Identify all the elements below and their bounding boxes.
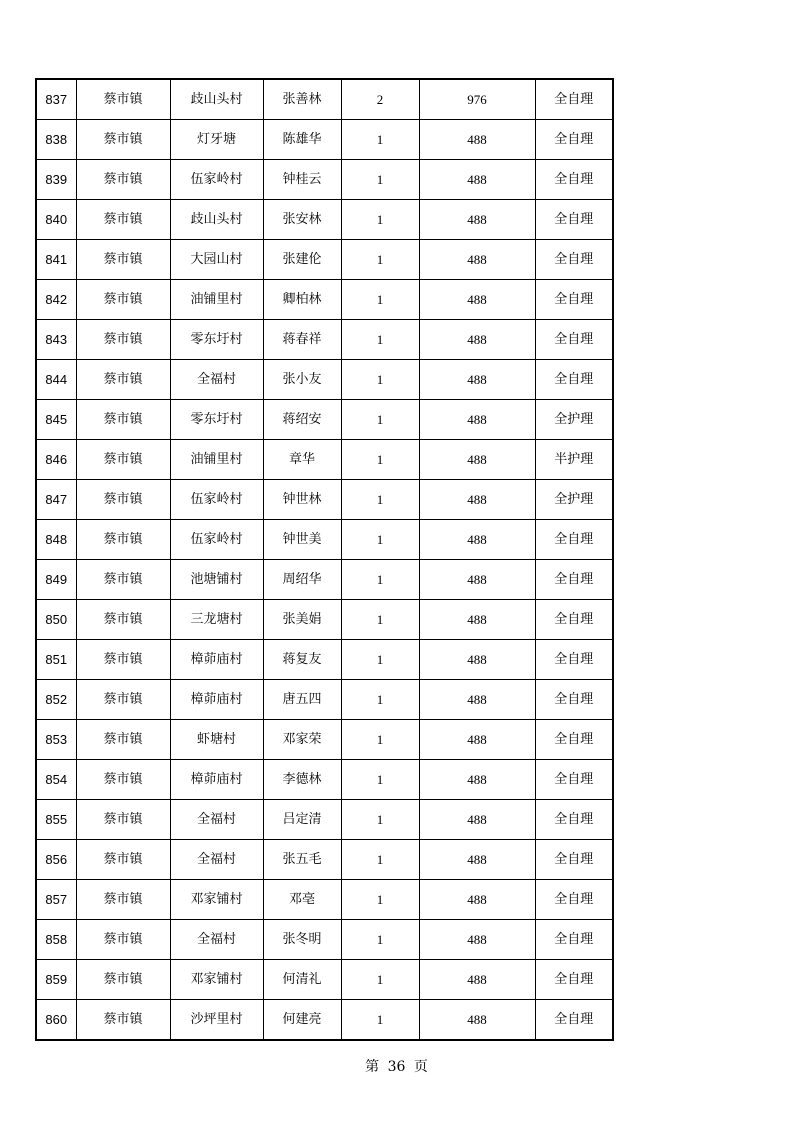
cell-count: 1: [341, 520, 419, 560]
table-row: [36, 120, 613, 160]
cell-amount: 488: [419, 760, 535, 800]
cell-town: 蔡市镇: [76, 800, 170, 840]
cell-care-type: 全自理: [535, 640, 613, 680]
cell-town: 蔡市镇: [76, 960, 170, 1000]
cell-village: 伍家岭村: [170, 160, 263, 200]
cell-care-type: 全自理: [535, 120, 613, 160]
cell-count: 1: [341, 720, 419, 760]
cell-serial-number: 846: [36, 440, 76, 480]
cell-town: 蔡市镇: [76, 320, 170, 360]
cell-count: 1: [341, 440, 419, 480]
table-row: [36, 400, 613, 440]
cell-person-name: 蒋复友: [263, 640, 341, 680]
table-row: [36, 1000, 613, 1041]
table-row: [36, 920, 613, 960]
table-row: [36, 760, 613, 800]
cell-town: 蔡市镇: [76, 640, 170, 680]
cell-care-type: 全自理: [535, 160, 613, 200]
cell-town: 蔡市镇: [76, 600, 170, 640]
table-row: [36, 840, 613, 880]
cell-village: 油铺里村: [170, 440, 263, 480]
page-label-prefix: 第: [365, 1059, 380, 1075]
cell-amount: 488: [419, 640, 535, 680]
cell-count: 1: [341, 320, 419, 360]
cell-count: 1: [341, 920, 419, 960]
cell-care-type: 全自理: [535, 520, 613, 560]
cell-town: 蔡市镇: [76, 240, 170, 280]
cell-person-name: 张五毛: [263, 840, 341, 880]
cell-town: 蔡市镇: [76, 920, 170, 960]
cell-serial-number: 849: [36, 560, 76, 600]
cell-town: 蔡市镇: [76, 840, 170, 880]
cell-town: 蔡市镇: [76, 120, 170, 160]
cell-person-name: 邓家荣: [263, 720, 341, 760]
cell-serial-number: 845: [36, 400, 76, 440]
cell-amount: 488: [419, 920, 535, 960]
cell-person-name: 何建亮: [263, 1000, 341, 1041]
cell-count: 1: [341, 640, 419, 680]
cell-count: 1: [341, 240, 419, 280]
cell-village: 伍家岭村: [170, 520, 263, 560]
cell-count: 1: [341, 560, 419, 600]
cell-amount: 488: [419, 160, 535, 200]
cell-count: 1: [341, 840, 419, 880]
cell-person-name: 邓亳: [263, 880, 341, 920]
cell-amount: 488: [419, 400, 535, 440]
cell-person-name: 张安林: [263, 200, 341, 240]
cell-town: 蔡市镇: [76, 79, 170, 120]
table-row: [36, 360, 613, 400]
cell-amount: 488: [419, 480, 535, 520]
cell-care-type: 全护理: [535, 480, 613, 520]
table-row: [36, 79, 613, 120]
table-row: [36, 560, 613, 600]
cell-amount: 488: [419, 800, 535, 840]
cell-care-type: 全自理: [535, 920, 613, 960]
cell-count: 1: [341, 480, 419, 520]
cell-village: 樟茆庙村: [170, 760, 263, 800]
cell-amount: 488: [419, 560, 535, 600]
cell-count: 1: [341, 760, 419, 800]
cell-serial-number: 855: [36, 800, 76, 840]
cell-village: 油铺里村: [170, 280, 263, 320]
table-row: [36, 640, 613, 680]
cell-count: 1: [341, 280, 419, 320]
cell-care-type: 全自理: [535, 320, 613, 360]
cell-town: 蔡市镇: [76, 200, 170, 240]
cell-person-name: 陈雄华: [263, 120, 341, 160]
cell-serial-number: 852: [36, 680, 76, 720]
cell-count: 1: [341, 960, 419, 1000]
cell-town: 蔡市镇: [76, 760, 170, 800]
cell-town: 蔡市镇: [76, 360, 170, 400]
cell-serial-number: 854: [36, 760, 76, 800]
cell-care-type: 全自理: [535, 840, 613, 880]
cell-amount: 488: [419, 440, 535, 480]
table-row: [36, 280, 613, 320]
cell-care-type: 全自理: [535, 240, 613, 280]
cell-town: 蔡市镇: [76, 680, 170, 720]
cell-person-name: 蒋绍安: [263, 400, 341, 440]
table-row: [36, 440, 613, 480]
cell-town: 蔡市镇: [76, 880, 170, 920]
cell-count: 1: [341, 120, 419, 160]
records-table: [35, 78, 614, 1041]
cell-care-type: 全自理: [535, 600, 613, 640]
cell-village: 歧山头村: [170, 200, 263, 240]
cell-village: 大园山村: [170, 240, 263, 280]
cell-care-type: 半护理: [535, 440, 613, 480]
records-table-body: [36, 79, 613, 1040]
cell-serial-number: 842: [36, 280, 76, 320]
cell-count: 2: [341, 79, 419, 120]
cell-serial-number: 837: [36, 79, 76, 120]
cell-count: 1: [341, 800, 419, 840]
cell-amount: 488: [419, 320, 535, 360]
cell-village: 零东圩村: [170, 400, 263, 440]
cell-care-type: 全自理: [535, 360, 613, 400]
cell-person-name: 唐五四: [263, 680, 341, 720]
cell-village: 樟茆庙村: [170, 640, 263, 680]
cell-count: 1: [341, 1000, 419, 1041]
cell-count: 1: [341, 600, 419, 640]
cell-amount: 488: [419, 680, 535, 720]
cell-care-type: 全自理: [535, 960, 613, 1000]
cell-amount: 488: [419, 280, 535, 320]
cell-care-type: 全自理: [535, 79, 613, 120]
table-row: [36, 960, 613, 1000]
cell-serial-number: 850: [36, 600, 76, 640]
table-row: [36, 320, 613, 360]
cell-count: 1: [341, 680, 419, 720]
cell-serial-number: 858: [36, 920, 76, 960]
cell-care-type: 全自理: [535, 720, 613, 760]
cell-amount: 976: [419, 79, 535, 120]
cell-serial-number: 847: [36, 480, 76, 520]
cell-person-name: 张冬明: [263, 920, 341, 960]
table-row: [36, 200, 613, 240]
cell-village: 零东圩村: [170, 320, 263, 360]
cell-amount: 488: [419, 600, 535, 640]
cell-amount: 488: [419, 360, 535, 400]
table-row: [36, 520, 613, 560]
cell-person-name: 钟世美: [263, 520, 341, 560]
cell-serial-number: 859: [36, 960, 76, 1000]
cell-amount: 488: [419, 520, 535, 560]
cell-amount: 488: [419, 120, 535, 160]
cell-town: 蔡市镇: [76, 560, 170, 600]
cell-village: 沙坪里村: [170, 1000, 263, 1041]
cell-town: 蔡市镇: [76, 1000, 170, 1041]
cell-serial-number: 839: [36, 160, 76, 200]
cell-town: 蔡市镇: [76, 440, 170, 480]
cell-village: 歧山头村: [170, 79, 263, 120]
cell-care-type: 全自理: [535, 800, 613, 840]
table-row: [36, 800, 613, 840]
cell-amount: 488: [419, 960, 535, 1000]
cell-village: 邓家铺村: [170, 880, 263, 920]
cell-care-type: 全自理: [535, 1000, 613, 1041]
cell-person-name: 张善林: [263, 79, 341, 120]
cell-town: 蔡市镇: [76, 280, 170, 320]
table-row: [36, 600, 613, 640]
cell-serial-number: 843: [36, 320, 76, 360]
cell-count: 1: [341, 160, 419, 200]
cell-serial-number: 838: [36, 120, 76, 160]
cell-amount: 488: [419, 880, 535, 920]
cell-serial-number: 851: [36, 640, 76, 680]
cell-amount: 488: [419, 240, 535, 280]
cell-care-type: 全自理: [535, 200, 613, 240]
page-number: 36: [387, 1059, 406, 1075]
cell-person-name: 张小友: [263, 360, 341, 400]
cell-village: 灯牙塘: [170, 120, 263, 160]
cell-care-type: 全自理: [535, 680, 613, 720]
cell-serial-number: 857: [36, 880, 76, 920]
cell-person-name: 钟桂云: [263, 160, 341, 200]
cell-serial-number: 848: [36, 520, 76, 560]
cell-person-name: 周绍华: [263, 560, 341, 600]
cell-care-type: 全护理: [535, 400, 613, 440]
cell-village: 邓家铺村: [170, 960, 263, 1000]
cell-person-name: 吕定清: [263, 800, 341, 840]
cell-person-name: 张建伦: [263, 240, 341, 280]
cell-person-name: 张美娟: [263, 600, 341, 640]
cell-serial-number: 860: [36, 1000, 76, 1041]
cell-count: 1: [341, 200, 419, 240]
table-row: [36, 160, 613, 200]
cell-person-name: 何清礼: [263, 960, 341, 1000]
table-row: [36, 880, 613, 920]
cell-person-name: 章华: [263, 440, 341, 480]
cell-village: 伍家岭村: [170, 480, 263, 520]
cell-village: 三龙塘村: [170, 600, 263, 640]
cell-village: 池塘铺村: [170, 560, 263, 600]
cell-town: 蔡市镇: [76, 520, 170, 560]
table-row: [36, 240, 613, 280]
cell-person-name: 卿柏林: [263, 280, 341, 320]
table-row: [36, 680, 613, 720]
cell-count: 1: [341, 360, 419, 400]
cell-serial-number: 856: [36, 840, 76, 880]
cell-amount: 488: [419, 200, 535, 240]
cell-care-type: 全自理: [535, 760, 613, 800]
cell-village: 樟茆庙村: [170, 680, 263, 720]
cell-village: 全福村: [170, 920, 263, 960]
cell-serial-number: 841: [36, 240, 76, 280]
cell-town: 蔡市镇: [76, 160, 170, 200]
cell-person-name: 蒋春祥: [263, 320, 341, 360]
cell-serial-number: 840: [36, 200, 76, 240]
cell-amount: 488: [419, 720, 535, 760]
cell-serial-number: 844: [36, 360, 76, 400]
cell-town: 蔡市镇: [76, 480, 170, 520]
cell-amount: 488: [419, 1000, 535, 1041]
page-footer: [0, 1056, 793, 1076]
cell-serial-number: 853: [36, 720, 76, 760]
page-label-suffix: 页: [413, 1059, 428, 1075]
cell-care-type: 全自理: [535, 880, 613, 920]
cell-care-type: 全自理: [535, 560, 613, 600]
table-row: [36, 480, 613, 520]
cell-amount: 488: [419, 840, 535, 880]
cell-care-type: 全自理: [535, 280, 613, 320]
cell-count: 1: [341, 400, 419, 440]
cell-person-name: 钟世林: [263, 480, 341, 520]
cell-village: 全福村: [170, 360, 263, 400]
cell-count: 1: [341, 880, 419, 920]
cell-town: 蔡市镇: [76, 720, 170, 760]
cell-village: 虾塘村: [170, 720, 263, 760]
cell-village: 全福村: [170, 840, 263, 880]
table-row: [36, 720, 613, 760]
cell-village: 全福村: [170, 800, 263, 840]
cell-person-name: 李德林: [263, 760, 341, 800]
cell-town: 蔡市镇: [76, 400, 170, 440]
